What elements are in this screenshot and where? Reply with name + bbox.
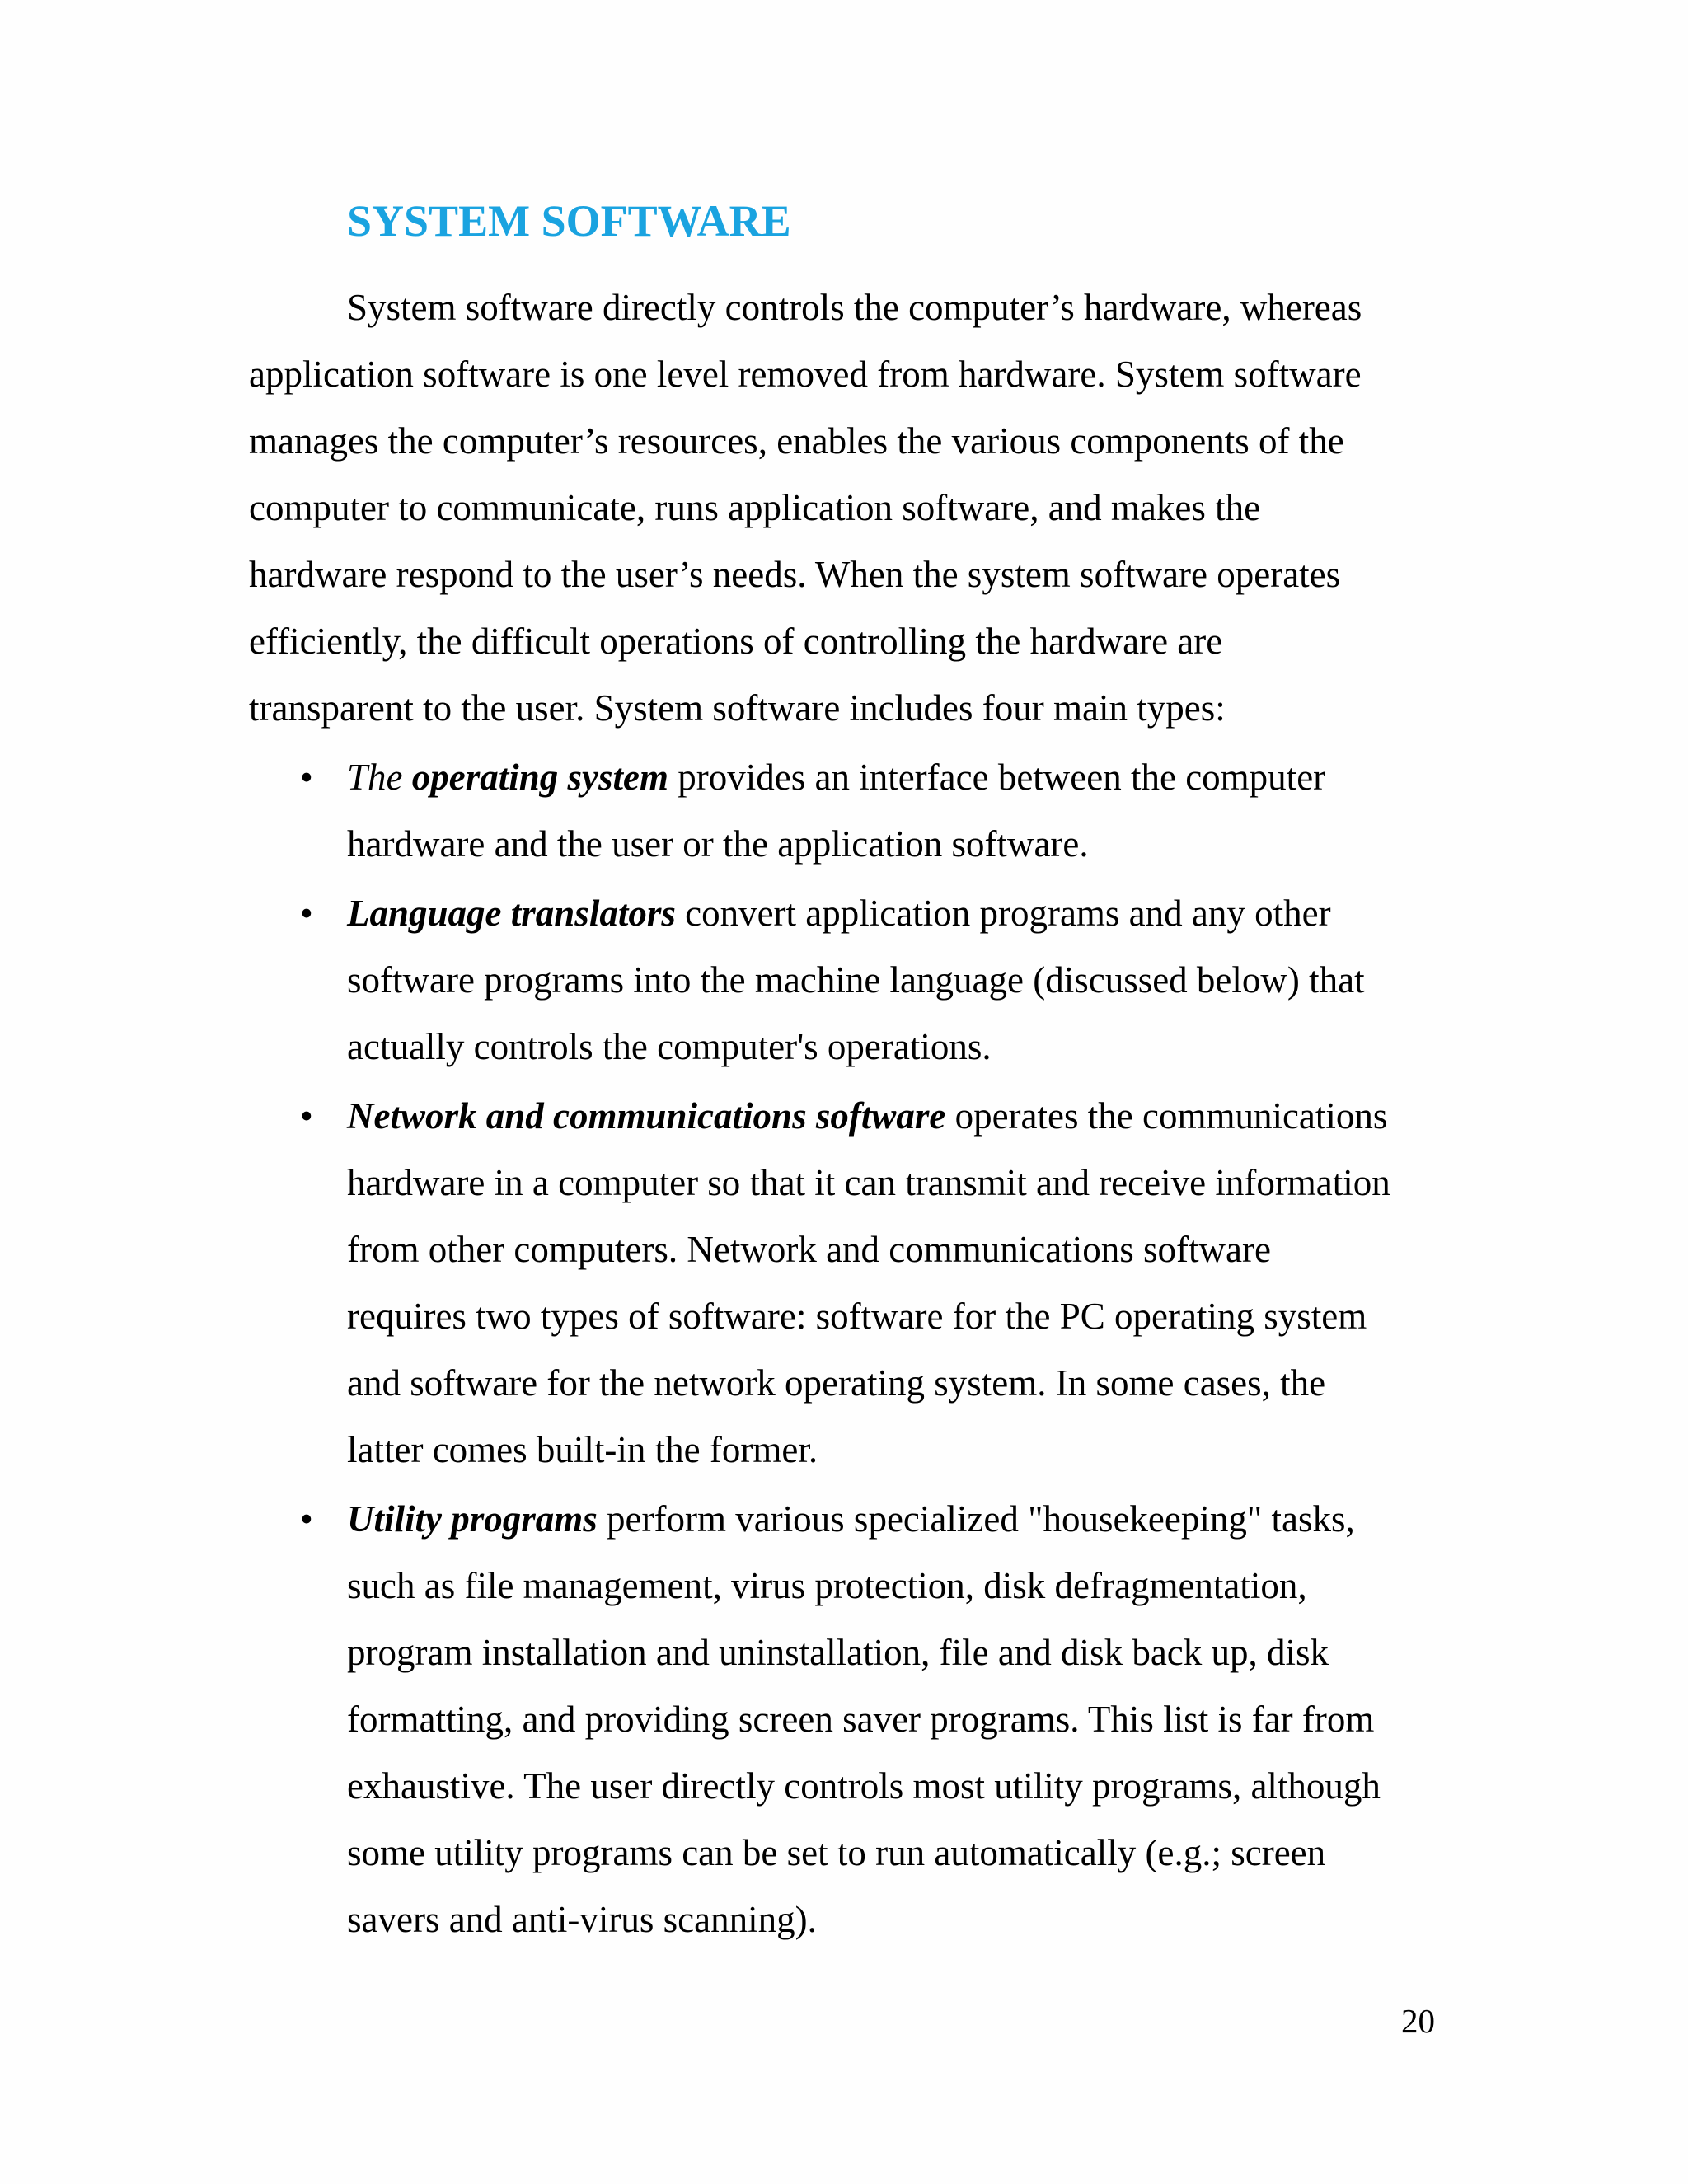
item-term: Utility programs — [347, 1498, 598, 1540]
system-software-types-list — [249, 744, 1444, 1953]
item-line: some utility programs can be set to run automatically (e.g.; screen — [347, 1832, 1326, 1873]
item-line: software programs into the machine language (discussed below) that — [347, 959, 1365, 1001]
page-number: 20 — [1401, 2002, 1435, 2040]
bullet-icon: • — [300, 893, 313, 934]
item-line: requires two types of software: software for the PC operating system — [347, 1296, 1367, 1337]
intro-line: hardware respond to the user’s needs. When the system software operates — [249, 554, 1341, 595]
item-line: and software for the network operating system. In some cases, the — [347, 1362, 1326, 1404]
intro-line: computer to communicate, runs application software, and makes the — [249, 487, 1261, 528]
item-line: hardware and the user or the application software. — [347, 823, 1089, 865]
list-item-language-translators — [249, 880, 1444, 1080]
item-line: exhaustive. The user directly controls most utility programs, although — [347, 1765, 1381, 1807]
bullet-icon: • — [300, 1095, 313, 1137]
item-lead: perform various specialized "housekeeping" tasks, — [597, 1498, 1355, 1540]
intro-line: transparent to the user. System software includes four main types: — [249, 687, 1226, 729]
item-lead: provides an interface between the computer — [668, 757, 1326, 798]
item-term: Network and communications software — [347, 1095, 946, 1137]
intro-line: manages the computer’s resources, enables the various components of the — [249, 420, 1344, 462]
list-item-network-communications — [249, 1083, 1444, 1483]
intro-paragraph — [249, 274, 1444, 742]
item-line: such as file management, virus protection, disk defragmentation, — [347, 1565, 1307, 1606]
bullet-icon: • — [300, 1498, 313, 1540]
item-first-line — [347, 744, 1444, 811]
item-lead: convert application programs and any other — [675, 893, 1331, 934]
list-item-operating-system — [249, 744, 1444, 878]
body-text — [249, 274, 1444, 1953]
intro-line: efficiently, the difficult operations of controlling the hardware are — [249, 621, 1223, 662]
item-line: actually controls the computer's operations. — [347, 1026, 992, 1067]
section-heading: SYSTEM SOFTWARE — [347, 196, 791, 246]
bullet-icon: • — [300, 757, 313, 798]
item-prefix: The — [347, 757, 412, 798]
item-line: savers and anti-virus scanning). — [347, 1899, 817, 1940]
item-first-line — [347, 1486, 1444, 1553]
item-line: hardware in a computer so that it can transmit and receive information — [347, 1162, 1390, 1203]
list-item-utility-programs — [249, 1486, 1444, 1953]
item-line: from other computers. Network and communications software — [347, 1229, 1271, 1270]
item-term: operating system — [411, 757, 668, 798]
item-term: Language translators — [347, 893, 676, 934]
item-first-line — [347, 1083, 1444, 1150]
item-first-line — [347, 880, 1444, 947]
intro-line: application software is one level removed from hardware. System software — [249, 354, 1362, 395]
item-lead: operates the communications — [945, 1095, 1388, 1137]
item-line: formatting, and providing screen saver programs. This list is far from — [347, 1699, 1375, 1740]
item-line: latter comes built-in the former. — [347, 1429, 818, 1470]
intro-line: System software directly controls the computer’s hardware, whereas — [347, 287, 1362, 328]
item-line: program installation and uninstallation, file and disk back up, disk — [347, 1632, 1329, 1673]
